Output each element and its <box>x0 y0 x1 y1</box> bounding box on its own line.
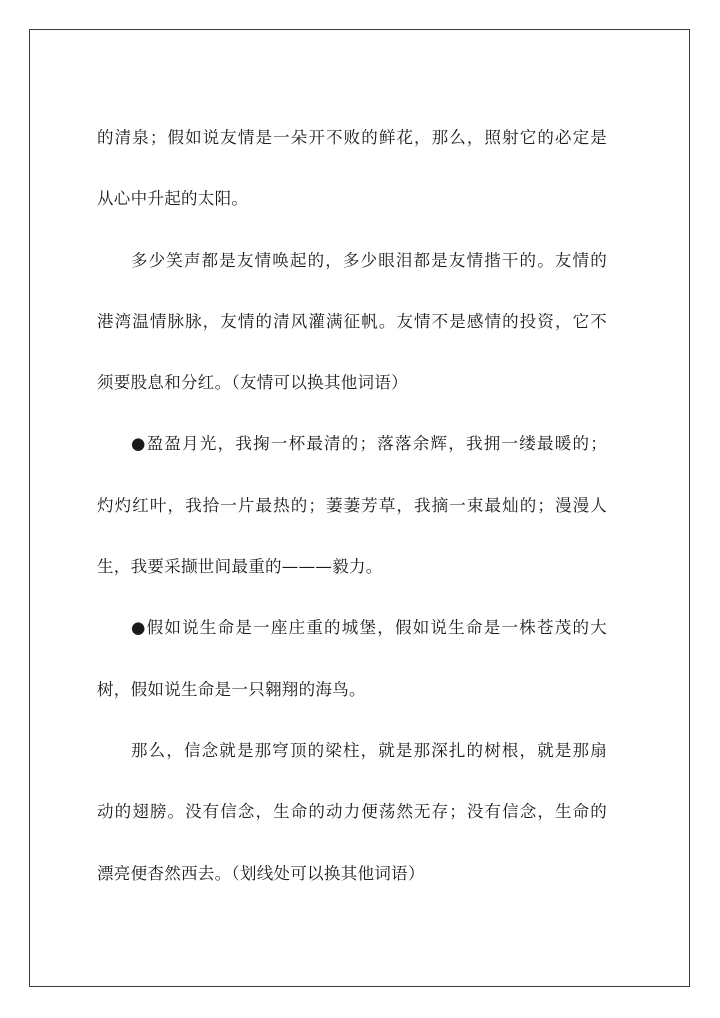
text-line: 动的翅膀。没有信念，生命的动力便荡然无存；没有信念，生命的 <box>97 802 607 822</box>
text-line: 的清泉；假如说友情是一朵开不败的鲜花，那么，照射它的必定是 <box>97 128 607 147</box>
bullet-paragraph-start-line: ●盈盈月光，我掬一杯最清的；落落余辉，我拥一缕最暖的； <box>131 434 607 454</box>
text-line: 灼灼红叶，我拾一片最热的；萋萋芳草，我摘一束最灿的；漫漫人 <box>97 495 607 515</box>
paragraph-start-line: 那么，信念就是那穹顶的梁柱，就是那深扎的树根，就是那扇 <box>131 740 607 760</box>
text-line: 须要股息和分红。（友情可以换其他词语） <box>97 373 408 393</box>
text-line: 从心中升起的太阳。 <box>97 189 249 209</box>
text-line: 生，我要采撷世间最重的———毅力。 <box>97 557 383 577</box>
paragraph-start-line: 多少笑声都是友情唤起的，多少眼泪都是友情揩干的。友情的 <box>131 250 607 270</box>
text-line: 树，假如说生命是一只翱翔的海鸟。 <box>97 679 366 699</box>
text-line: 港湾温情脉脉，友情的清风灌满征帆。友情不是感情的投资，它不 <box>97 311 607 331</box>
bullet-paragraph-start-line: ●假如说生命是一座庄重的城堡，假如说生命是一株苍茂的大 <box>131 618 607 638</box>
document-body <box>97 128 607 925</box>
text-line: 漂亮便杳然西去。（划线处可以换其他词语） <box>97 863 425 883</box>
